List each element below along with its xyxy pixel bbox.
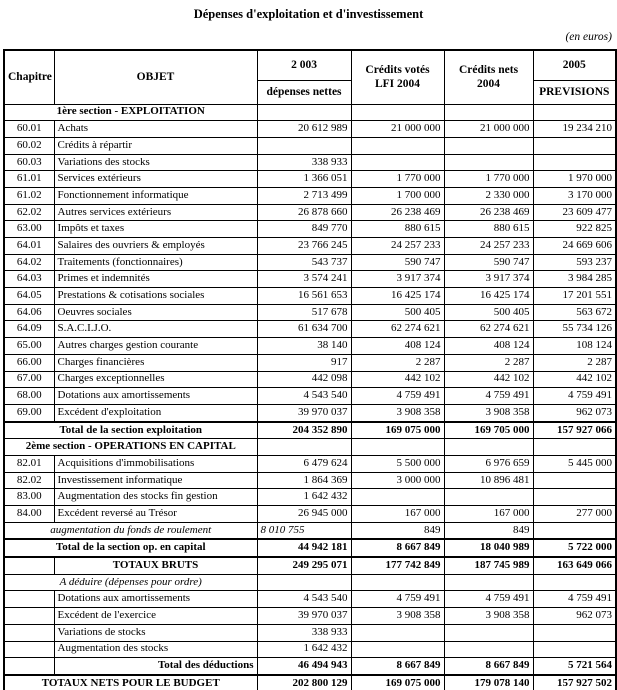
header-line: LFI 2004 — [374, 78, 421, 91]
col-header-2005: 2005 — [533, 50, 616, 80]
table-row — [4, 472, 616, 489]
table-row — [4, 539, 616, 557]
value-cell: 163 649 066 — [533, 557, 616, 574]
table-row — [4, 121, 616, 138]
value-cell: 1 642 432 — [257, 489, 351, 506]
objet-cell: TOTAUX BRUTS — [54, 557, 257, 574]
value-cell: 338 933 — [257, 154, 351, 171]
value-cell — [444, 137, 533, 154]
value-cell: 26 238 469 — [351, 204, 444, 221]
objet-cell: Acquisitions d'immobilisations — [54, 455, 257, 472]
value-cell: 962 073 — [533, 404, 616, 421]
value-cell — [351, 104, 444, 121]
chapitre-cell: 82.02 — [4, 472, 54, 489]
table-row — [4, 137, 616, 154]
value-cell — [533, 439, 616, 456]
header-line: Crédits votés — [365, 63, 430, 76]
table-row — [4, 171, 616, 188]
value-cell: 21 000 000 — [444, 121, 533, 138]
table-row — [4, 439, 616, 456]
chapitre-cell: 67.00 — [4, 371, 54, 388]
value-cell — [533, 104, 616, 121]
value-cell: 5 722 000 — [533, 539, 616, 557]
chapitre-cell: 60.03 — [4, 154, 54, 171]
row-label: 1ère section - EXPLOITATION — [4, 104, 257, 121]
header-line: 2004 — [477, 78, 500, 91]
value-cell: 16 425 174 — [351, 288, 444, 305]
table-row — [4, 104, 616, 121]
objet-cell: Services extérieurs — [54, 171, 257, 188]
table-row — [4, 455, 616, 472]
value-cell: 21 000 000 — [351, 121, 444, 138]
value-cell: 10 896 481 — [444, 472, 533, 489]
value-cell: 590 747 — [444, 254, 533, 271]
value-cell: 922 825 — [533, 221, 616, 238]
value-cell: 4 543 540 — [257, 388, 351, 405]
table-row — [4, 506, 616, 523]
value-cell: 1 864 369 — [257, 472, 351, 489]
col-header-previsions: PREVISIONS — [533, 80, 616, 104]
value-cell: 1 366 051 — [257, 171, 351, 188]
chapitre-cell: 64.05 — [4, 288, 54, 305]
value-cell: 23 766 245 — [257, 238, 351, 255]
objet-cell: Achats — [54, 121, 257, 138]
table-row — [4, 238, 616, 255]
value-cell: 8 667 849 — [351, 658, 444, 675]
objet-cell: Crédits à répartir — [54, 137, 257, 154]
table-row — [4, 321, 616, 338]
chapitre-cell — [4, 658, 54, 675]
value-cell — [533, 472, 616, 489]
value-cell — [444, 574, 533, 591]
value-cell: 442 098 — [257, 371, 351, 388]
chapitre-cell: 64.09 — [4, 321, 54, 338]
value-cell: 277 000 — [533, 506, 616, 523]
value-cell: 44 942 181 — [257, 539, 351, 557]
chapitre-cell: 69.00 — [4, 404, 54, 421]
value-cell: 563 672 — [533, 304, 616, 321]
value-cell: 169 075 000 — [351, 422, 444, 439]
value-cell: 2 287 — [351, 354, 444, 371]
chapitre-cell: 64.01 — [4, 238, 54, 255]
value-cell: 177 742 849 — [351, 557, 444, 574]
row-label: 2ème section - OPERATIONS EN CAPITAL — [4, 439, 257, 456]
value-cell — [351, 574, 444, 591]
value-cell: 26 878 660 — [257, 204, 351, 221]
chapitre-cell: 63.00 — [4, 221, 54, 238]
value-cell: 167 000 — [351, 506, 444, 523]
table-row — [4, 187, 616, 204]
currency-note: (en euros) — [565, 31, 612, 43]
value-cell: 62 274 621 — [351, 321, 444, 338]
table-row — [4, 304, 616, 321]
chapitre-cell: 84.00 — [4, 506, 54, 523]
value-cell — [351, 641, 444, 658]
value-cell: 23 609 477 — [533, 204, 616, 221]
objet-cell: Charges financières — [54, 354, 257, 371]
table-row — [4, 522, 616, 539]
value-cell — [533, 624, 616, 641]
chapitre-cell: 65.00 — [4, 338, 54, 355]
value-cell — [351, 137, 444, 154]
value-cell: 24 669 606 — [533, 238, 616, 255]
value-cell: 3 574 241 — [257, 271, 351, 288]
col-header-2003: 2 003 — [257, 50, 351, 80]
chapitre-cell: 83.00 — [4, 489, 54, 506]
value-cell: 157 927 066 — [533, 422, 616, 439]
value-cell: 3 908 358 — [351, 404, 444, 421]
table-row — [4, 641, 616, 658]
value-cell: 39 970 037 — [257, 404, 351, 421]
value-cell: 3 908 358 — [351, 608, 444, 625]
value-cell — [351, 439, 444, 456]
value-cell: 4 759 491 — [533, 388, 616, 405]
value-cell: 108 124 — [533, 338, 616, 355]
col-header-chapitre: Chapitre — [4, 50, 54, 104]
table-header — [4, 50, 616, 104]
table-row — [4, 388, 616, 405]
chapitre-cell: 68.00 — [4, 388, 54, 405]
value-cell — [444, 439, 533, 456]
value-cell: 249 295 071 — [257, 557, 351, 574]
value-cell: 500 405 — [351, 304, 444, 321]
value-cell: 5 445 000 — [533, 455, 616, 472]
value-cell: 880 615 — [351, 221, 444, 238]
value-cell: 442 102 — [444, 371, 533, 388]
value-cell: 3 908 358 — [444, 404, 533, 421]
table-row — [4, 288, 616, 305]
value-cell: 17 201 551 — [533, 288, 616, 305]
value-cell: 179 078 140 — [444, 675, 533, 690]
value-cell: 55 734 126 — [533, 321, 616, 338]
value-cell — [444, 489, 533, 506]
value-cell: 16 425 174 — [444, 288, 533, 305]
chapitre-cell: 60.02 — [4, 137, 54, 154]
value-cell: 169 705 000 — [444, 422, 533, 439]
table-row — [4, 221, 616, 238]
table-row — [4, 354, 616, 371]
value-cell: 962 073 — [533, 608, 616, 625]
value-cell: 8 667 849 — [351, 539, 444, 557]
table-row — [4, 574, 616, 591]
value-cell: 1 770 000 — [444, 171, 533, 188]
value-cell: 18 040 989 — [444, 539, 533, 557]
chapitre-cell — [4, 624, 54, 641]
value-cell: 38 140 — [257, 338, 351, 355]
value-cell: 169 075 000 — [351, 675, 444, 690]
value-cell: 202 800 129 — [257, 675, 351, 690]
table-row — [4, 675, 616, 690]
value-cell — [257, 137, 351, 154]
value-cell — [533, 137, 616, 154]
table-row — [4, 489, 616, 506]
objet-cell: Impôts et taxes — [54, 221, 257, 238]
budget-table — [3, 49, 617, 690]
value-cell: 442 102 — [351, 371, 444, 388]
value-cell: 3 917 374 — [444, 271, 533, 288]
value-cell: 8 667 849 — [444, 658, 533, 675]
objet-cell: Excédent de l'exercice — [54, 608, 257, 625]
objet-cell: Augmentation des stocks — [54, 641, 257, 658]
chapitre-cell: 82.01 — [4, 455, 54, 472]
chapitre-cell: 61.02 — [4, 187, 54, 204]
value-cell: 8 010 755 — [257, 522, 351, 539]
value-cell: 3 908 358 — [444, 608, 533, 625]
chapitre-cell: 60.01 — [4, 121, 54, 138]
value-cell — [533, 641, 616, 658]
value-cell: 187 745 989 — [444, 557, 533, 574]
table-row — [4, 557, 616, 574]
objet-cell: Prestations & cotisations sociales — [54, 288, 257, 305]
value-cell: 20 612 989 — [257, 121, 351, 138]
table-row — [4, 422, 616, 439]
col-header-objet: OBJET — [54, 50, 257, 104]
value-cell — [257, 104, 351, 121]
value-cell: 408 124 — [351, 338, 444, 355]
value-cell: 500 405 — [444, 304, 533, 321]
value-cell: 2 713 499 — [257, 187, 351, 204]
table-body — [4, 104, 616, 690]
value-cell: 204 352 890 — [257, 422, 351, 439]
objet-cell: Oeuvres sociales — [54, 304, 257, 321]
value-cell — [257, 439, 351, 456]
value-cell: 5 721 564 — [533, 658, 616, 675]
value-cell: 26 945 000 — [257, 506, 351, 523]
objet-cell: Charges exceptionnelles — [54, 371, 257, 388]
value-cell: 6 479 624 — [257, 455, 351, 472]
objet-cell: Primes et indemnités — [54, 271, 257, 288]
value-cell: 517 678 — [257, 304, 351, 321]
objet-cell: Variations des stocks — [54, 154, 257, 171]
objet-cell: Excédent d'exploitation — [54, 404, 257, 421]
objet-cell: Autres charges gestion courante — [54, 338, 257, 355]
value-cell — [533, 574, 616, 591]
chapitre-cell — [4, 591, 54, 608]
table-row — [4, 404, 616, 421]
value-cell: 3 000 000 — [351, 472, 444, 489]
value-cell — [533, 489, 616, 506]
objet-cell: Salaires des ouvriers & employés — [54, 238, 257, 255]
objet-cell: Traitements (fonctionnaires) — [54, 254, 257, 271]
value-cell: 62 274 621 — [444, 321, 533, 338]
value-cell: 543 737 — [257, 254, 351, 271]
value-cell: 1 770 000 — [351, 171, 444, 188]
value-cell: 167 000 — [444, 506, 533, 523]
value-cell: 590 747 — [351, 254, 444, 271]
value-cell: 4 759 491 — [444, 591, 533, 608]
chapitre-cell: 62.02 — [4, 204, 54, 221]
value-cell: 4 759 491 — [351, 591, 444, 608]
row-label: Total de la section exploitation — [4, 422, 257, 439]
objet-cell: Dotations aux amortissements — [54, 591, 257, 608]
row-label: Total de la section op. en capital — [4, 539, 257, 557]
value-cell: 3 984 285 — [533, 271, 616, 288]
objet-cell: Total des déductions — [54, 658, 257, 675]
chapitre-cell: 64.03 — [4, 271, 54, 288]
table-row — [4, 154, 616, 171]
chapitre-cell: 64.02 — [4, 254, 54, 271]
value-cell: 4 543 540 — [257, 591, 351, 608]
value-cell — [351, 154, 444, 171]
value-cell: 2 330 000 — [444, 187, 533, 204]
value-cell: 16 561 653 — [257, 288, 351, 305]
value-cell: 849 — [444, 522, 533, 539]
col-header-credits-votes-lfi-2004 — [351, 50, 444, 104]
value-cell — [351, 489, 444, 506]
value-cell: 1 970 000 — [533, 171, 616, 188]
value-cell: 24 257 233 — [444, 238, 533, 255]
objet-cell: Fonctionnement informatique — [54, 187, 257, 204]
value-cell: 157 927 502 — [533, 675, 616, 690]
value-cell: 4 759 491 — [533, 591, 616, 608]
header-line: Crédits nets — [458, 63, 519, 76]
value-cell: 3 917 374 — [351, 271, 444, 288]
table-row — [4, 591, 616, 608]
value-cell: 593 237 — [533, 254, 616, 271]
value-cell — [444, 104, 533, 121]
chapitre-cell — [4, 608, 54, 625]
value-cell: 39 970 037 — [257, 608, 351, 625]
table-row — [4, 658, 616, 675]
objet-cell: Autres services extérieurs — [54, 204, 257, 221]
chapitre-cell: 66.00 — [4, 354, 54, 371]
value-cell: 338 933 — [257, 624, 351, 641]
value-cell — [533, 522, 616, 539]
value-cell — [444, 624, 533, 641]
value-cell: 26 238 469 — [444, 204, 533, 221]
objet-cell: Augmentation des stocks fin gestion — [54, 489, 257, 506]
value-cell: 4 759 491 — [351, 388, 444, 405]
value-cell — [444, 154, 533, 171]
table-row — [4, 371, 616, 388]
table-row — [4, 271, 616, 288]
table-row — [4, 204, 616, 221]
value-cell: 5 500 000 — [351, 455, 444, 472]
value-cell: 442 102 — [533, 371, 616, 388]
objet-cell: Investissement informatique — [54, 472, 257, 489]
value-cell: 19 234 210 — [533, 121, 616, 138]
table-row — [4, 608, 616, 625]
value-cell: 3 170 000 — [533, 187, 616, 204]
value-cell: 46 494 943 — [257, 658, 351, 675]
table-row — [4, 254, 616, 271]
page-title: Dépenses d'exploitation et d'investissement — [193, 7, 424, 21]
value-cell — [257, 574, 351, 591]
value-cell: 917 — [257, 354, 351, 371]
chapitre-cell: 61.01 — [4, 171, 54, 188]
chapitre-cell: 64.06 — [4, 304, 54, 321]
value-cell: 1 700 000 — [351, 187, 444, 204]
table-row — [4, 338, 616, 355]
value-cell: 408 124 — [444, 338, 533, 355]
value-cell: 849 770 — [257, 221, 351, 238]
chapitre-cell — [4, 557, 54, 574]
value-cell: 849 — [351, 522, 444, 539]
chapitre-cell — [4, 641, 54, 658]
value-cell: 1 642 432 — [257, 641, 351, 658]
row-label: TOTAUX NETS POUR LE BUDGET — [4, 675, 257, 690]
objet-cell: Dotations aux amortissements — [54, 388, 257, 405]
value-cell — [351, 624, 444, 641]
col-header-depenses-nettes: dépenses nettes — [257, 80, 351, 104]
value-cell: 4 759 491 — [444, 388, 533, 405]
value-cell — [444, 641, 533, 658]
table-row — [4, 624, 616, 641]
row-label: A déduire (dépenses pour ordre) — [4, 574, 257, 591]
objet-cell: Variations de stocks — [54, 624, 257, 641]
value-cell: 2 287 — [533, 354, 616, 371]
objet-cell: S.A.C.I.J.O. — [54, 321, 257, 338]
col-header-credits-nets-2004 — [444, 50, 533, 104]
value-cell: 880 615 — [444, 221, 533, 238]
value-cell: 6 976 659 — [444, 455, 533, 472]
objet-cell: Excédent reversé au Trésor — [54, 506, 257, 523]
value-cell: 2 287 — [444, 354, 533, 371]
row-label: augmentation du fonds de roulement — [4, 522, 257, 539]
value-cell: 24 257 233 — [351, 238, 444, 255]
value-cell — [533, 154, 616, 171]
value-cell: 61 634 700 — [257, 321, 351, 338]
